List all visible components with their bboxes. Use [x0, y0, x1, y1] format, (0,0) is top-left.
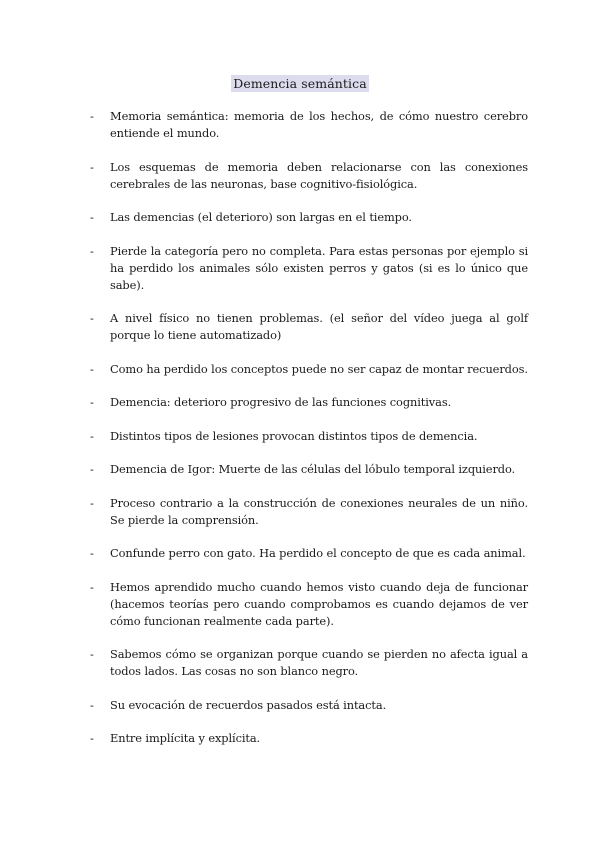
list-item-text: Confunde perro con gato. Ha perdido el concepto de que es cada animal. [110, 546, 526, 560]
list-item [90, 361, 528, 378]
list-item-text: Sabemos cómo se organizan porque cuando se pierden no afecta igual a todos lados. Las cosas no son blanco negro. [110, 647, 528, 678]
list-item-text: Las demencias (el deterioro) son largas en el tiempo. [110, 210, 412, 224]
bullet-dash: - [90, 495, 94, 510]
list-item [90, 209, 528, 226]
list-item-text: A nivel físico no tienen problemas. (el señor del vídeo juega al golf porque lo tiene automatizado) [110, 311, 528, 342]
list-item-text: Pierde la categoría pero no completa. Para estas personas por ejemplo si ha perdido los animales sólo existen perros y gatos (si es lo único que sabe). [110, 243, 528, 292]
bullet-dash: - [90, 210, 94, 224]
list-item-text: Distintos tipos de lesiones provocan distintos tipos de demencia. [110, 428, 478, 443]
list-item-text: Entre implícita y explícita. [110, 731, 261, 745]
list-item-text: Como ha perdido los conceptos puede no ser capaz de montar recuerdos. [110, 361, 528, 376]
list-item [90, 428, 528, 445]
bullet-dash: - [90, 243, 94, 258]
notes-list [90, 108, 528, 764]
bullet-dash: - [90, 159, 94, 174]
document-title: Demencia semántica [233, 76, 367, 91]
list-item-text: Memoria semántica: memoria de los hechos, de cómo nuestro cerebro entiende el mundo. [110, 109, 528, 140]
list-item-text: Proceso contrario a la construcción de conexiones neurales de un niño. Se pierde la comprensión. [110, 495, 528, 527]
bullet-dash: - [90, 361, 94, 376]
list-item [90, 495, 528, 529]
list-item [90, 461, 528, 478]
list-item [90, 646, 528, 680]
list-item [90, 697, 528, 714]
list-item-text: Demencia de Igor: Muerte de las células del lóbulo temporal izquierdo. [110, 462, 516, 476]
bullet-dash: - [90, 546, 94, 560]
list-item-text: Hemos aprendido mucho cuando hemos visto cuando deja de funcionar (hacemos teorías pero cuando comprobamos es cuando dejamos de ver cómo funcionan realmente cada parte). [110, 579, 528, 628]
bullet-dash: - [90, 462, 94, 476]
bullet-dash: - [90, 109, 94, 123]
bullet-dash: - [90, 395, 94, 409]
bullet-dash: - [90, 311, 94, 325]
list-item [90, 545, 528, 562]
bullet-dash: - [90, 647, 94, 661]
list-item [90, 579, 528, 630]
list-item-text: Demencia: deterioro progresivo de las funciones cognitivas. [110, 395, 452, 409]
list-item [90, 394, 528, 411]
list-item [90, 159, 528, 193]
title-wrap [0, 73, 600, 92]
list-item [90, 730, 528, 747]
bullet-dash: - [90, 697, 94, 712]
list-item [90, 108, 528, 142]
bullet-dash: - [90, 579, 94, 594]
bullet-dash: - [90, 428, 94, 443]
list-item-text: Su evocación de recuerdos pasados está intacta. [110, 697, 387, 712]
list-item-text: Los esquemas de memoria deben relacionarse con las conexiones cerebrales de las neuronas, base cognitivo-fisiológica. [110, 159, 528, 191]
list-item [90, 310, 528, 344]
list-item [90, 243, 528, 294]
bullet-dash: - [90, 731, 94, 745]
